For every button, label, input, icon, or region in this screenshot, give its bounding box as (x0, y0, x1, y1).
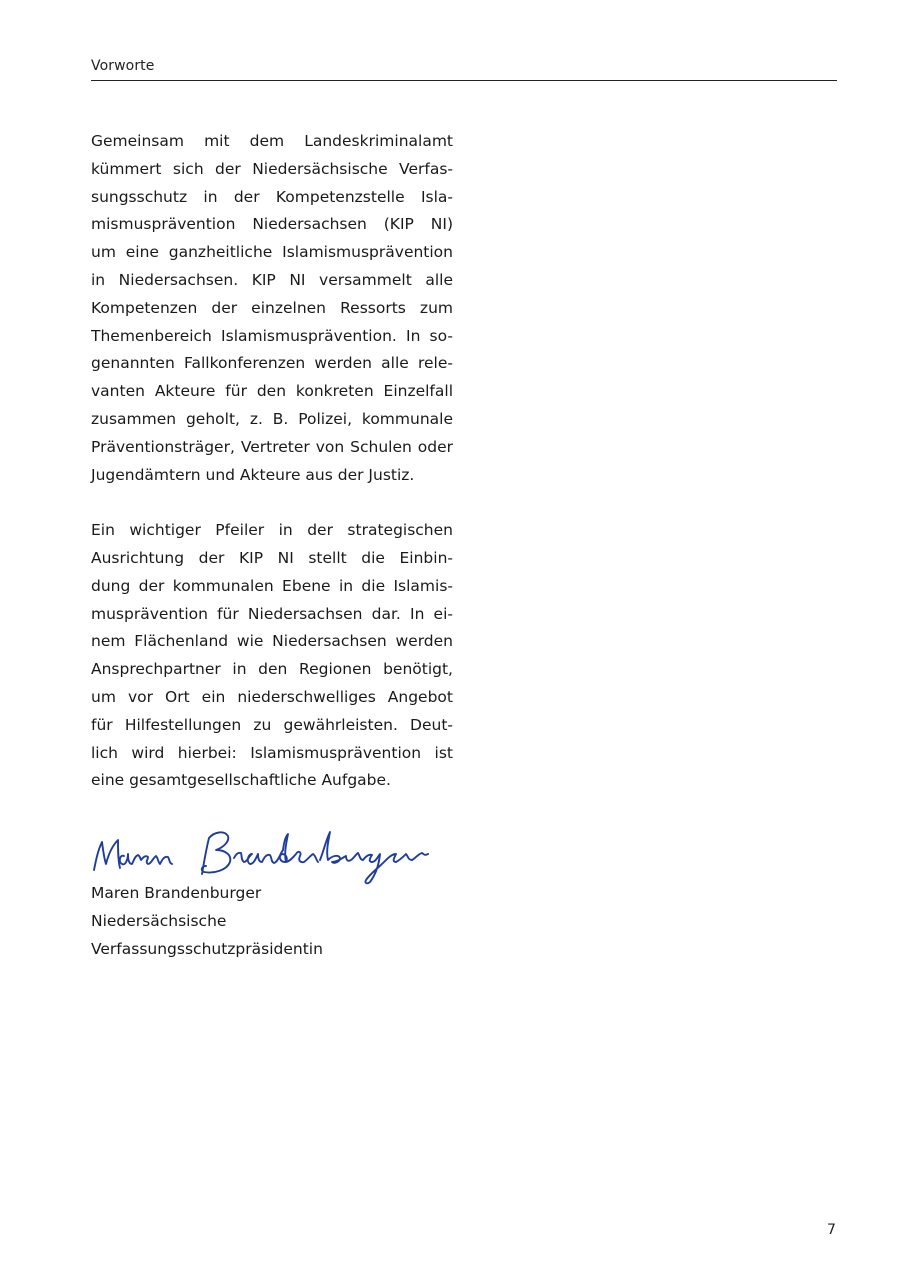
text-line: Themenbereich Islamismusprävention. In so- (91, 326, 453, 345)
page-number: 7 (827, 1222, 836, 1238)
text-line: kümmert sich der Niedersächsische Verfas- (91, 159, 453, 178)
paragraph-1 (91, 128, 453, 489)
text-line: dung der kommunalen Ebene in die Islamis- (91, 576, 453, 595)
body-text (91, 128, 453, 795)
text-line: Präventionsträger, Vertreter von Schulen oder (91, 437, 453, 456)
text-line: lich wird hierbei: Islamismusprävention ist (91, 743, 453, 762)
signer-title-line-1: Niedersächsische (91, 911, 227, 930)
signer-name: Maren Brandenburger (91, 884, 262, 902)
text-line: für Hilfestellungen zu gewährleisten. Deut- (91, 715, 453, 734)
text-line: um vor Ort ein niederschwelliges Angebot (91, 687, 453, 706)
text-line: Kompetenzen der einzelnen Ressorts zum (91, 298, 453, 317)
signer-title-line-2: Verfassungsschutzpräsidentin (91, 939, 323, 958)
text-line: nem Flächenland wie Niedersachsen werden (91, 632, 453, 651)
text-line: in Niedersachsen. KIP NI versammelt alle (91, 270, 453, 289)
text-line: Ein wichtiger Pfeiler in der strategischen (91, 521, 453, 540)
text-line: zusammen geholt, z. B. Polizei, kommunale (91, 409, 453, 428)
text-line: genannten Fallkonferenzen werden alle rele- (91, 354, 453, 373)
text-line: Jugendämtern und Akteure aus der Justiz. (91, 465, 415, 484)
paragraph-2 (91, 517, 453, 795)
running-header: Vorworte (91, 58, 155, 74)
signature-strokes (94, 832, 428, 883)
text-line: mismusprävention Niedersachsen (KIP NI) (91, 215, 453, 234)
signer-block (91, 880, 323, 963)
text-line: musprävention für Niedersachsen dar. In ei- (91, 604, 453, 623)
paragraph-spacer (91, 489, 453, 517)
header-rule (91, 80, 837, 81)
text-line: vanten Akteure für den konkreten Einzelfall (91, 382, 453, 401)
text-line: Ausrichtung der KIP NI stellt die Einbin- (91, 548, 453, 567)
text-line: Gemeinsam mit dem Landeskriminalamt (91, 132, 453, 150)
text-line: um eine ganzheitliche Islamismusprävention (91, 243, 453, 262)
text-line: Ansprechpartner in den Regionen benötigt, (91, 660, 453, 679)
text-line: sungsschutz in der Kompetenzstelle Isla- (91, 187, 453, 206)
text-line: eine gesamtgesellschaftliche Aufgabe. (91, 771, 391, 790)
